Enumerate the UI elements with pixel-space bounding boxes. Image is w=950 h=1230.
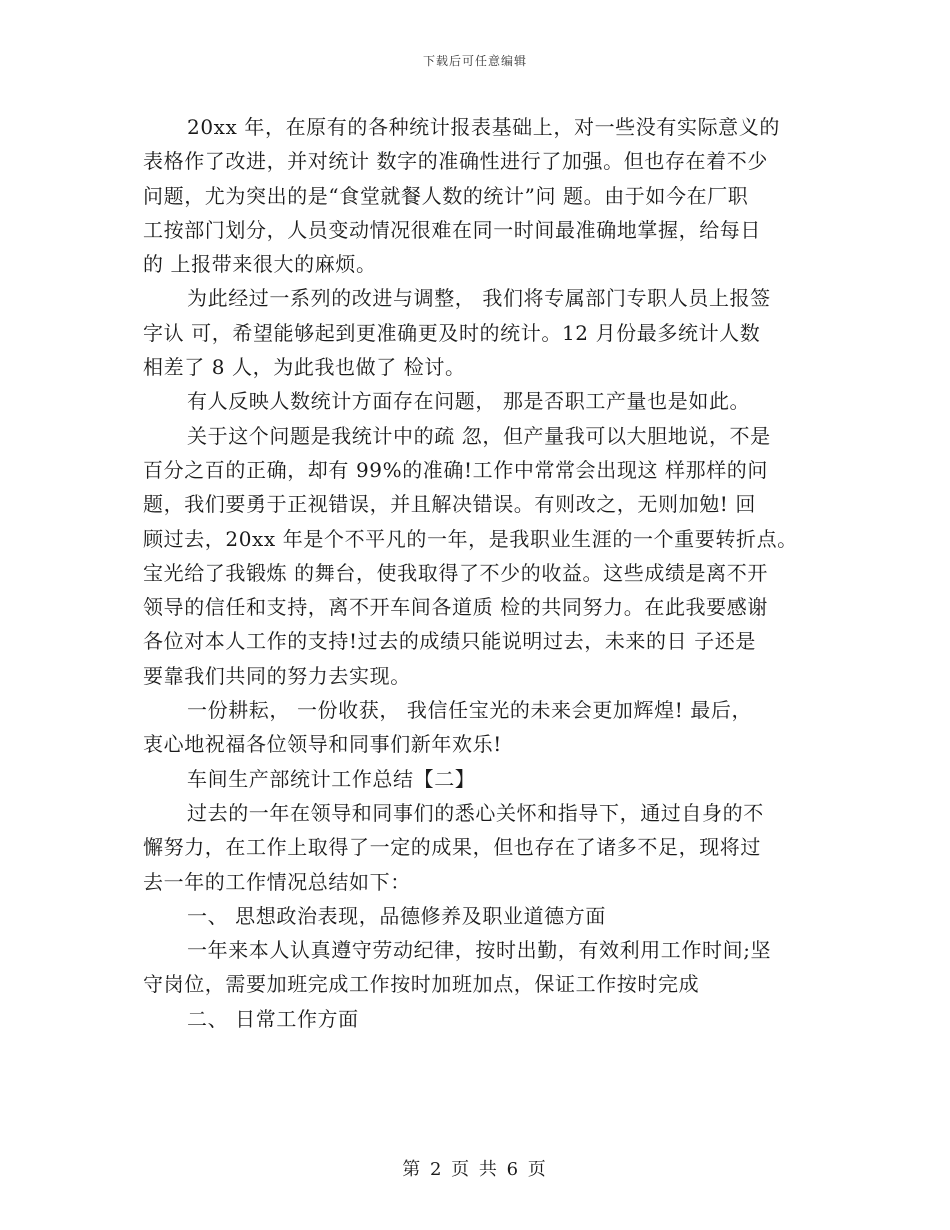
- text-line: 一份耕耘， 一份收获， 我信任宝光的未来会更加辉煌! 最后，: [187, 698, 753, 723]
- text-line: 题，我们要勇于正视错误，并且解决错误。有则改之，无则加勉! 回: [143, 492, 756, 517]
- text-line: 去一年的工作情况总结如下：: [143, 869, 411, 894]
- page-number: 第 2 页 共 6 页: [402, 1159, 548, 1180]
- text-line: 20xx 年，在原有的各种统计报表基础上，对一些没有实际意义的: [187, 115, 780, 139]
- text-line: 要靠我们共同的努力去实现。: [143, 663, 411, 688]
- subsection-heading: 二、 日常工作方面: [187, 1006, 359, 1031]
- text-line: 顾过去，20xx 年是个不平凡的一年，是我职业生涯的一个重要转折点。: [143, 526, 798, 551]
- text-line: 衷心地祝福各位领导和同事们新年欢乐!: [143, 732, 502, 757]
- text-line: 百分之百的正确，却有 99%的准确!工作中常常会出现这 样那样的问: [143, 457, 769, 482]
- section-heading: 车间生产部统计工作总结【二】: [187, 766, 476, 791]
- text-line: 字认 可，希望能够起到更准确更及时的统计。12 月份最多统计人数: [143, 320, 761, 345]
- text-line: 有人反映人数统计方面存在问题， 那是否职工产量也是如此。: [187, 389, 751, 414]
- subsection-heading: 一、 思想政治表现，品德修养及职业道德方面: [187, 903, 606, 928]
- page-header: 下载后可任意编辑: [422, 54, 527, 68]
- text-line: 关于这个问题是我统计中的疏 忽，但产量我可以大胆地说，不是: [187, 423, 771, 448]
- text-line: 工按部门划分，人员变动情况很难在同一时间最准确地掌握，给每日: [143, 217, 761, 242]
- text-line: 的 上报带来很大的麻烦。: [143, 252, 377, 277]
- text-line: 一年来本人认真遵守劳动纪律，按时出勤，有效利用工作时间;坚: [187, 938, 772, 963]
- text-line: 懈努力，在工作上取得了一定的成果，但也存在了诸多不足，现将过: [143, 835, 761, 860]
- text-line: 表格作了改进，并对统计 数字的准确性进行了加强。但也存在着不少: [143, 149, 768, 174]
- text-line: 各位对本人工作的支持!过去的成绩只能说明过去，未来的日 子还是: [143, 629, 756, 654]
- text-line: 守岗位，需要加班完成工作按时加班加点，保证工作按时完成: [143, 972, 700, 997]
- text-line: 问题，尤为突出的是“食堂就餐人数的统计”问 题。由于如今在厂职: [143, 183, 749, 208]
- text-line: 领导的信任和支持，离不开车间各道质 检的共同努力。在此我要感谢: [143, 595, 768, 620]
- document-body: [143, 110, 808, 1036]
- text-line: 过去的一年在领导和同事们的悉心关怀和指导下，通过自身的不: [187, 800, 764, 825]
- text-line: 为此经过一系列的改进与调整， 我们将专属部门专职人员上报签: [187, 286, 771, 311]
- text-line: 宝光给了我锻炼 的舞台，使我取得了不少的收益。这些成绩是离不开: [143, 560, 768, 585]
- text-line: 相差了 8 人，为此我也做了 检讨。: [143, 355, 466, 380]
